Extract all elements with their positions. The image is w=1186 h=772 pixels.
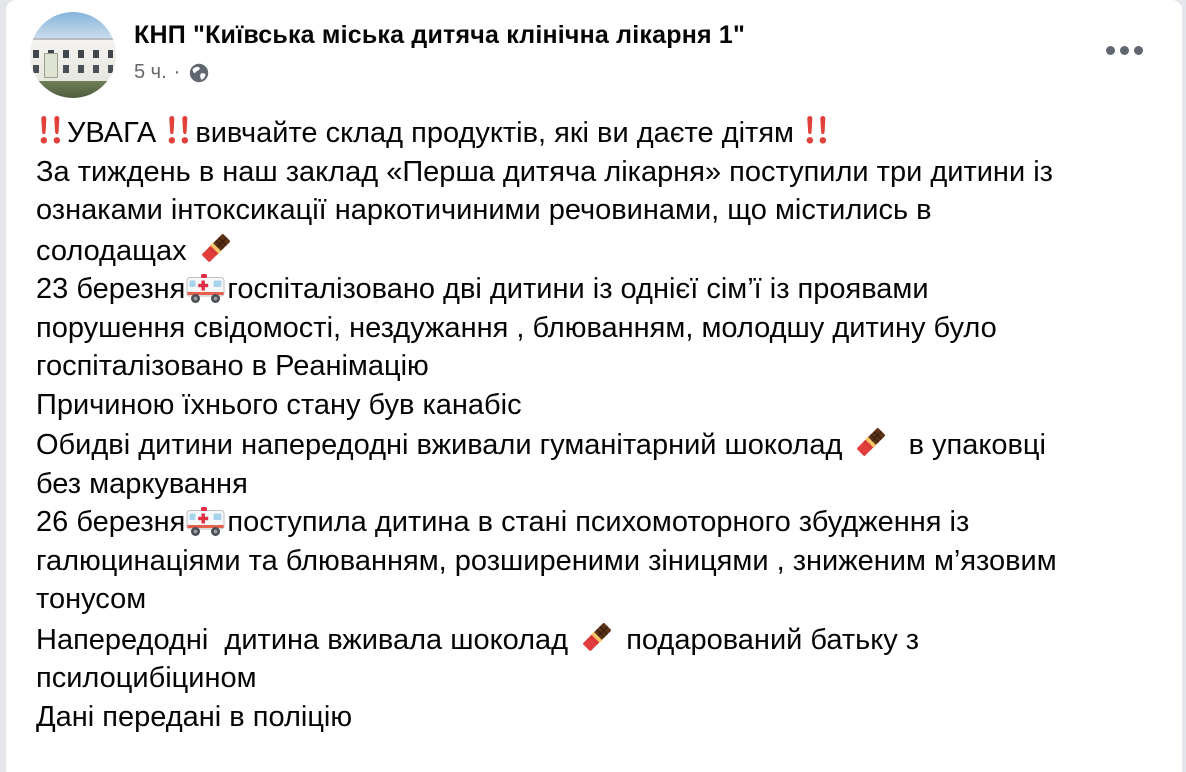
timestamp[interactable]: 5 ч. [134, 61, 167, 83]
post-text-segment: порушення свідомості, нездужання , блюванням, молодшу дитину було [36, 311, 997, 344]
page-avatar[interactable] [30, 12, 116, 98]
chocolate-bar-emoji [579, 619, 615, 655]
post-text-segment: За тиждень в наш заклад «Перша дитяча лікарня» поступили три дитини із [36, 155, 1053, 188]
post-text-line [36, 698, 1172, 737]
post-text-segment: галюцинаціями та блюванням, розширеними зіницями , зниженим м’язовим [36, 544, 1057, 577]
post-text-segment: Дані передані в поліцію [36, 700, 353, 733]
post-card [6, 0, 1182, 772]
post-text-line [36, 191, 1172, 230]
double-exclamation-emoji [38, 116, 63, 144]
ambulance-emoji [186, 273, 226, 304]
post-text-line [36, 659, 1172, 698]
chocolate-bar-emoji [853, 424, 889, 460]
three-dots-icon [1120, 46, 1129, 55]
post-text-segment: ознаками інтоксикації наркотичиними речовинами, що містились в [36, 194, 932, 226]
post-text-segment: госпіталізовано дві дитини із однієї сім’ї із проявами [227, 273, 929, 305]
post-text-segment: Обидві дитини напередодні вживали гуманітарний шоколад [36, 429, 851, 461]
meta-separator: · [173, 61, 181, 83]
post-text-line [36, 270, 1172, 309]
post-text-line [36, 309, 1172, 348]
double-exclamation-emoji [804, 116, 829, 144]
post-text-line [36, 386, 1172, 425]
post-text [6, 98, 1182, 736]
post-text-line [36, 114, 1172, 153]
avatar-building [30, 40, 116, 81]
chocolate-bar-emoji [198, 230, 234, 266]
post-text-line [36, 424, 1172, 465]
post-text-line [36, 153, 1172, 192]
avatar-sky [30, 12, 116, 40]
post-text-line [36, 503, 1172, 542]
post-text-segment: УВАГА [67, 117, 165, 149]
post-text-line [36, 580, 1172, 619]
post-header [6, 0, 1182, 98]
post-text-line [36, 619, 1172, 660]
more-options-button[interactable] [1100, 30, 1148, 70]
post-text-line [36, 465, 1172, 504]
double-exclamation-emoji [166, 116, 191, 144]
avatar-bushes [30, 81, 116, 98]
post-text-segment: солодащах [36, 234, 195, 267]
post-meta[interactable] [134, 61, 745, 84]
post-text-line [36, 347, 1172, 386]
ambulance-emoji [186, 506, 226, 537]
post-text-segment: Напередодні дитина вживала шоколад [36, 623, 577, 656]
post-text-segment: госпіталізовано в Реанімацію [36, 350, 429, 382]
post-text-segment: 26 березня [36, 506, 186, 538]
header-text [134, 12, 745, 98]
globe-icon [189, 63, 209, 83]
post-text-line [36, 542, 1172, 581]
avatar-signboard [44, 53, 58, 77]
post-text-segment: 23 березня [36, 273, 186, 305]
post-text-line [36, 230, 1172, 271]
three-dots-icon [1106, 46, 1115, 55]
post-text-segment: псилоцибіцином [36, 662, 257, 694]
post-text-segment: вивчайте склад продуктів, які ви даєте дітям [195, 117, 803, 149]
post-text-segment: тонусом [36, 583, 147, 615]
three-dots-icon [1134, 46, 1143, 55]
post-text-segment: поступила дитина в стані психомоторного збудження із [227, 506, 970, 538]
post-text-segment: подарований батьку з [618, 623, 920, 656]
page-name-link[interactable]: КНП "Київська міська дитяча клінічна лікарня 1" [134, 21, 746, 49]
post-text-segment: Причиною їхнього стану був канабіс [36, 388, 522, 421]
post-text-segment: в упаковці [892, 429, 1046, 461]
post-text-segment: без маркування [36, 467, 248, 500]
